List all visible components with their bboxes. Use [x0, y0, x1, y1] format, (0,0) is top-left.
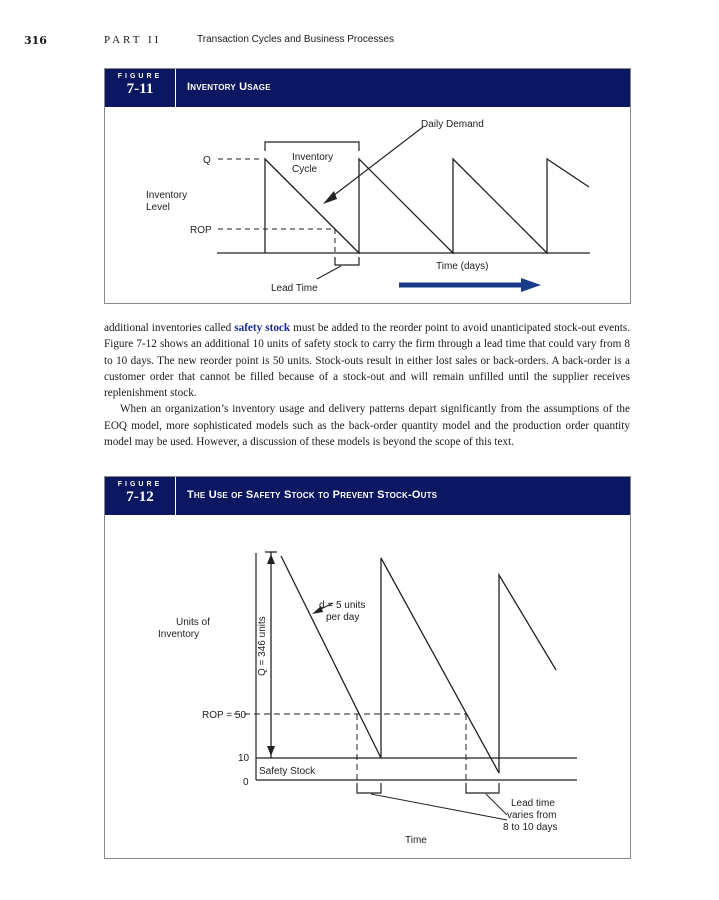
units-label-2: Inventory: [158, 629, 200, 640]
q-label: Q: [203, 155, 211, 166]
page-number: 316: [24, 34, 47, 47]
figure-banner: [105, 69, 630, 107]
figure-number: 7-11: [126, 81, 154, 97]
figure-title: The Use of Safety Stock to Prevent Stock-Outs: [187, 489, 438, 501]
paragraph-1-rest: must be added to the reorder point to avoid unanticipated stock-out events. Figure 7-12 shows an additional 10 units of safety stock to carry the firm through a lead time that could vary from 8 to 10 days. The new reorder point is 50 units. Stock-outs result in either lost sales or back-orders. A back-order is a customer order that cannot be filled because of a stock-out and will remain unfilled until the supplier receives replenishment stock.: [104, 322, 630, 400]
lead-time-pointer-2: [486, 794, 507, 815]
daily-demand-arrowhead: [323, 191, 337, 204]
usage-line: [281, 556, 556, 773]
lead-time-pointer-1: [371, 794, 507, 820]
inventory-level-label-1: Inventory: [146, 190, 188, 201]
inventory-cycle-label-2: Cycle: [292, 164, 318, 175]
lead-time-label-2: varies from: [507, 810, 557, 821]
figure-word: FIGURE: [117, 73, 163, 80]
daily-demand-arrow: [329, 127, 423, 199]
safety-stock-label: Safety Stock: [259, 766, 316, 777]
figure-banner: [105, 477, 630, 515]
safety-stock-diagram: [105, 515, 630, 858]
figure-label-box: [105, 69, 176, 107]
safety-stock-keyword: safety stock: [234, 322, 291, 334]
inventory-usage-diagram: [105, 107, 630, 303]
paragraph-1: [104, 320, 630, 401]
running-title: Transaction Cycles and Business Processes: [197, 34, 394, 45]
lead-time-label-1: Lead time: [511, 798, 555, 809]
ten-label: 10: [238, 753, 250, 764]
q-bracket-arrowhead-up: [267, 554, 275, 564]
paragraph-2: When an organization’s inventory usage and delivery patterns depart significantly from the assumptions of the EOQ model, more sophisticated models such as the back-order quantity model and the production order quantity model may be used. However, a discussion of these models is beyond the scope of this text.: [104, 403, 630, 449]
figure-number: 7-12: [126, 489, 154, 505]
rop-label: ROP: [190, 225, 212, 236]
figure-inventory-usage: [104, 68, 631, 304]
demand-label-2: per day: [326, 612, 360, 623]
demand-label-1: d = 5 units: [319, 600, 366, 611]
body-text: [104, 320, 630, 450]
q-units-label: Q = 346 units: [257, 616, 268, 676]
running-header: [24, 34, 704, 50]
figure-safety-stock: [104, 476, 631, 859]
lead-time-bracket-1: [357, 783, 381, 793]
zero-label: 0: [243, 777, 249, 788]
lead-time-pointer: [317, 266, 341, 279]
figure-word: FIGURE: [117, 481, 163, 488]
lead-time-label-3: 8 to 10 days: [503, 822, 558, 833]
inventory-level-label-2: Level: [146, 202, 170, 213]
part-label: PART II: [104, 34, 162, 46]
lead-time-label: Lead Time: [271, 283, 318, 294]
daily-demand-label: Daily Demand: [421, 119, 484, 130]
q-bracket-arrowhead-down: [267, 746, 275, 756]
inventory-cycle-label-1: Inventory: [292, 152, 334, 163]
time-arrowhead: [521, 278, 541, 292]
units-label-1: Units of: [176, 617, 210, 628]
figure-title: Inventory Usage: [187, 81, 271, 93]
inventory-cycle-bracket: [265, 142, 359, 151]
paragraph-1-start: additional inventories called: [104, 322, 235, 334]
time-label: Time: [405, 835, 427, 846]
lead-time-bracket-2: [466, 783, 499, 793]
lead-time-bracket: [335, 257, 359, 265]
figure-label-box: [105, 477, 176, 515]
time-days-label: Time (days): [436, 261, 489, 272]
rop-label: ROP = 50: [202, 710, 247, 721]
